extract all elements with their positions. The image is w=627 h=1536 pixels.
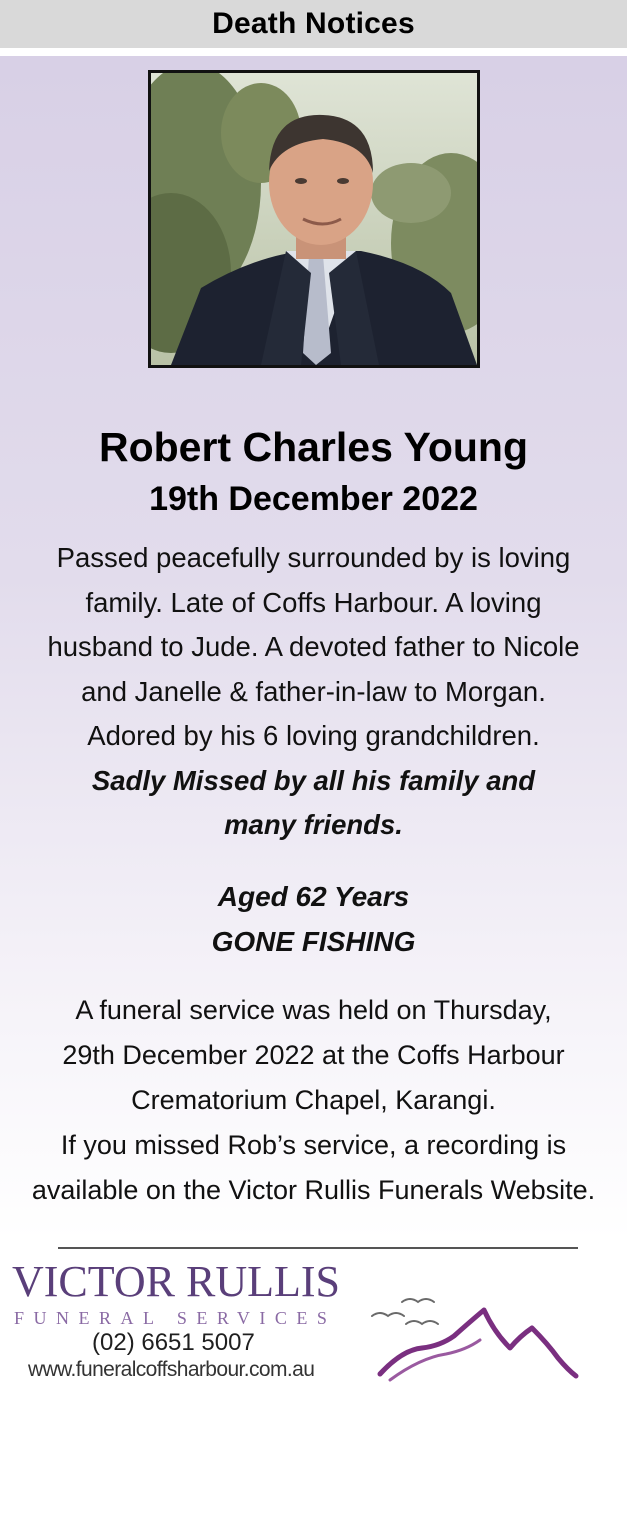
notice-line: Passed peacefully surrounded by is loving <box>56 542 571 573</box>
website-url: www.funeralcoffsharbour.com.au <box>28 1358 315 1381</box>
portrait-photo <box>148 70 480 368</box>
notice-line: family. Late of Coffs Harbour. A loving <box>85 586 542 618</box>
page-header <box>0 0 627 48</box>
notice-line: Adored by his 6 loving grandchildren. <box>87 720 540 751</box>
age-text: Aged 62 Years <box>217 881 410 912</box>
birds-icon <box>372 1299 438 1324</box>
mountain-logo-icon <box>362 1292 602 1392</box>
brand-name: VICTOR RULLIS <box>12 1257 340 1306</box>
notice-body <box>0 536 627 848</box>
death-notice <box>0 56 627 1536</box>
service-line: If you missed Rob’s service, a recording is <box>60 1130 567 1160</box>
motto-text: GONE FISHING <box>211 926 416 957</box>
page-title: Death Notices <box>212 7 415 40</box>
notice-line: husband to Jude. A devoted father to Nicole <box>47 631 580 662</box>
brand-subtitle: FUNERAL SERVICES <box>14 1308 337 1328</box>
emphasis-line: many friends. <box>224 809 403 840</box>
service-line: 29th December 2022 at the Coffs Harbour <box>62 1040 565 1070</box>
service-line: available on the Victor Rullis Funerals Website. <box>31 1175 596 1205</box>
service-line: Crematorium Chapel, Karangi. <box>131 1085 496 1115</box>
deceased-name: Robert Charles Young <box>98 424 529 470</box>
notice-line: and Janelle & father-in-law to Morgan. <box>81 675 546 707</box>
emphasis-line: Sadly Missed by all his family and <box>91 764 536 796</box>
funeral-home-logo <box>12 1256 612 1396</box>
age-block <box>0 874 627 964</box>
footer-divider <box>58 1247 578 1249</box>
service-line: A funeral service was held on Thursday, <box>75 995 552 1025</box>
death-date: 19th December 2022 <box>149 480 478 518</box>
header-divider <box>0 48 627 51</box>
service-details <box>0 988 627 1213</box>
phone-number: (02) 6651 5007 <box>92 1329 255 1356</box>
